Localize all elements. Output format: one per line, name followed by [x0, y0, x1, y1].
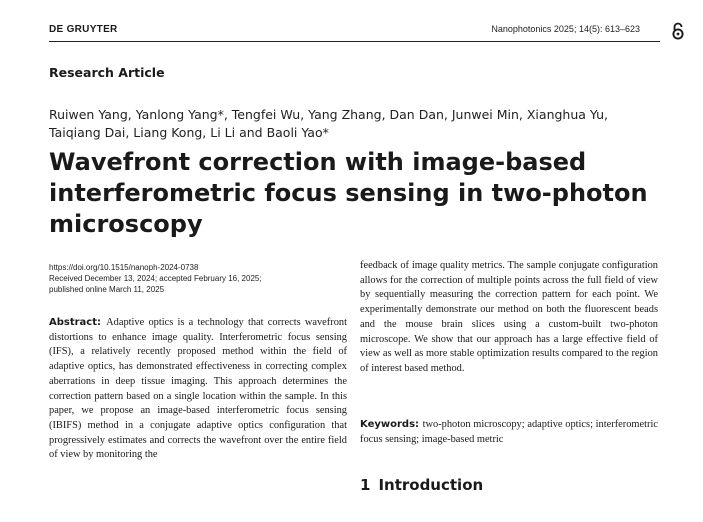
received-date: Received December 13, 2024; accepted February 16, 2025; — [49, 274, 262, 283]
journal-citation: Nanophotonics 2025; 14(5): 613–623 — [491, 24, 640, 34]
section-title: Introduction — [378, 476, 484, 494]
title-line-2: interferometric focus sensing in two-photon — [49, 179, 648, 207]
abstract-block — [49, 316, 347, 463]
title-line-1: Wavefront correction with image-based — [49, 148, 587, 176]
author-list — [49, 106, 669, 142]
section-heading — [360, 476, 483, 494]
authors-line-1: Ruiwen Yang, Yanlong Yang*, Tengfei Wu, Yang Zhang, Dan Dan, Junwei Min, Xianghua Yu, — [49, 107, 608, 122]
keywords-label: Keywords: — [360, 419, 423, 430]
abstract-continuation: feedback of image quality metrics. The sample conjugate configuration allows for the correction of multiple points across the full field of view by sequentially measuring the correction pattern for each point. We experimentally demonstrate our method on both the fluorescent beads and the mouse brain slices using a custom-built two-photon microscope. We show that our approach has a large effective field of view as well as more stable optimization results compared to the region of interest based method. — [360, 260, 658, 374]
title-line-3: microscopy — [49, 210, 203, 238]
authors-line-2: Taiqiang Dai, Liang Kong, Li Li and Baoli Yao* — [49, 125, 329, 140]
article-metadata — [49, 262, 349, 295]
article-type: Research Article — [49, 65, 165, 80]
header-rule — [49, 41, 660, 42]
published-date: published online March 11, 2025 — [49, 285, 165, 294]
abstract-label: Abstract: — [49, 317, 107, 328]
section-number: 1 — [360, 476, 371, 494]
abstract-text: Adaptive optics is a technology that corrects wavefront distortions to enhance image quality. Interferometric focus sensing (IFS), a relatively recently proposed method within the field of adaptive optics, has demonstrated effectiveness in correcting complex aberrations in deep tissue imaging. This approach determines the correction pattern based on a single location within the sample. In this paper, we propose an image-based interferometric focus sensing (IBIFS) method in a conjugate adaptive optics configuration that progressively estimates and corrects the wavefront over the entire field of view by monitoring the — [49, 317, 347, 461]
article-title — [49, 147, 669, 240]
doi-link[interactable]: https://doi.org/10.1515/nanoph-2024-0738 — [49, 263, 199, 272]
publisher-name: DE GRUYTER — [49, 24, 118, 35]
keywords-block — [360, 418, 658, 447]
open-access-icon — [671, 21, 685, 41]
keywords-text: two-photon microscopy; adaptive optics; interferometric focus sensing; image-based metric — [360, 419, 658, 445]
